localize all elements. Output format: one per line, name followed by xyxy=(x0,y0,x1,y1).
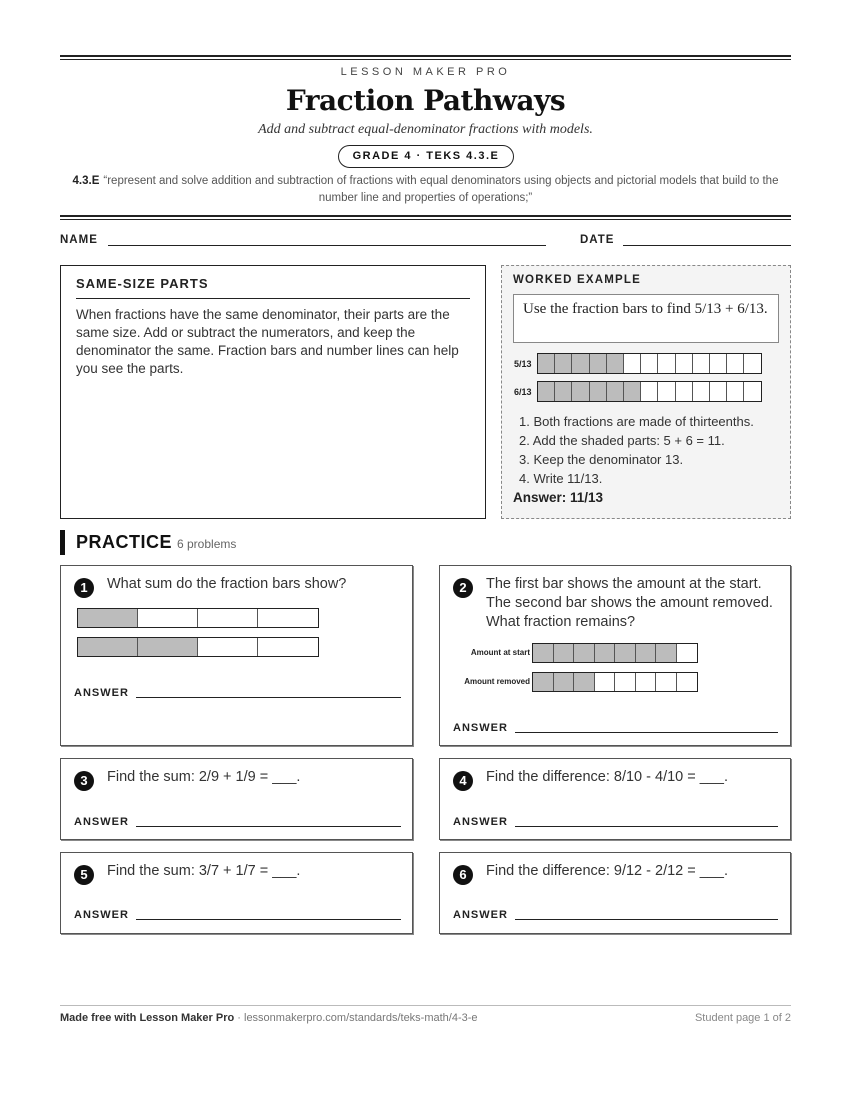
page-title: Fraction Pathways xyxy=(285,84,566,117)
problem-number-5: 5 xyxy=(74,865,94,885)
answer-label-4: ANSWER xyxy=(453,816,508,828)
shaded-bar-segment xyxy=(572,382,589,401)
empty-bar-segment xyxy=(744,382,761,401)
answer-field-6[interactable] xyxy=(515,919,778,920)
empty-bar-segment xyxy=(641,382,658,401)
problem-card-4 xyxy=(439,758,791,840)
shaded-bar-segment xyxy=(554,644,575,662)
answer-label-3: ANSWER xyxy=(74,816,129,828)
name-field[interactable] xyxy=(108,245,546,246)
empty-bar-segment xyxy=(656,673,677,691)
shaded-bar-segment xyxy=(636,644,657,662)
shaded-bar-segment xyxy=(138,638,198,656)
shaded-bar-segment xyxy=(574,644,595,662)
problem-1-fraction-bar-2 xyxy=(77,637,319,657)
answer-label-6: ANSWER xyxy=(453,909,508,921)
page-subtitle: Add and subtract equal-denominator fractions with models. xyxy=(258,122,593,137)
shaded-bar-segment xyxy=(607,382,624,401)
worked-step: 4. Write 11/13. xyxy=(519,471,603,486)
shaded-bar-segment xyxy=(656,644,677,662)
shaded-bar-segment xyxy=(538,354,555,373)
empty-bar-segment xyxy=(677,644,698,662)
shaded-bar-segment xyxy=(590,354,607,373)
problem-number-3: 3 xyxy=(74,771,94,791)
shaded-bar-segment xyxy=(590,382,607,401)
answer-field-3[interactable] xyxy=(136,826,401,827)
problem-text-1: What sum do the fraction bars show? xyxy=(107,576,347,592)
problem-2-bar-label-1: Amount at start xyxy=(470,648,530,657)
empty-bar-segment xyxy=(138,609,198,627)
worked-answer: Answer: 11/13 xyxy=(513,490,604,505)
worked-bar-label-1: 5/13 xyxy=(514,358,532,369)
problem-number-4: 4 xyxy=(453,771,473,791)
shaded-bar-segment xyxy=(78,638,138,656)
header-bottom-rule xyxy=(60,215,791,220)
problem-text-4: Find the difference: 8/10 - 4/10 = ___. xyxy=(486,769,728,785)
empty-bar-segment xyxy=(258,638,318,656)
problem-card-1 xyxy=(60,565,413,746)
answer-label-2: ANSWER xyxy=(453,722,508,734)
empty-bar-segment xyxy=(693,354,710,373)
shaded-bar-segment xyxy=(572,354,589,373)
empty-bar-segment xyxy=(744,354,761,373)
concept-title: SAME-SIZE PARTS xyxy=(76,276,470,299)
worked-example-box xyxy=(501,265,791,519)
problem-2-fraction-bar-2 xyxy=(532,672,698,692)
concept-text: When fractions have the same denominator, their parts are the same size. Add or subtract the numerators, and keep the denominator the same. Fraction bars and number lines can help you see the parts. xyxy=(76,307,459,376)
shaded-bar-segment xyxy=(574,673,595,691)
shaded-bar-segment xyxy=(78,609,138,627)
empty-bar-segment xyxy=(710,382,727,401)
standard-text: “represent and solve addition and subtraction of fractions with equal denominators using objects and pictorial models that build to the number line and properties of operations;” xyxy=(103,175,779,204)
worked-bar-row-1 xyxy=(514,353,762,374)
empty-bar-segment xyxy=(676,354,693,373)
practice-count: 6 problems xyxy=(177,537,237,551)
worked-step: 3. Keep the denominator 13. xyxy=(519,452,684,467)
worked-fraction-bar-1 xyxy=(537,353,762,374)
problem-text-5: Find the sum: 3/7 + 1/7 = ___. xyxy=(107,863,301,879)
problem-number-6: 6 xyxy=(453,865,473,885)
empty-bar-segment xyxy=(636,673,657,691)
footer-credit xyxy=(60,1012,478,1024)
empty-bar-segment xyxy=(198,609,258,627)
empty-bar-segment xyxy=(677,673,698,691)
header-top-rule xyxy=(60,55,791,60)
worksheet-page xyxy=(60,0,791,1100)
answer-label-5: ANSWER xyxy=(74,909,129,921)
footer-page-number: Student page 1 of 2 xyxy=(694,1012,791,1024)
empty-bar-segment xyxy=(658,354,675,373)
problem-2-fraction-bar-1 xyxy=(532,643,698,663)
worked-bar-label-2: 6/13 xyxy=(514,386,532,397)
problem-number-1: 1 xyxy=(74,578,94,598)
shaded-bar-segment xyxy=(615,644,636,662)
footer-url: · lessonmakerpro.com/standards/teks-math/4-3-e xyxy=(234,1012,478,1024)
practice-marker xyxy=(60,530,65,555)
empty-bar-segment xyxy=(676,382,693,401)
shaded-bar-segment xyxy=(595,644,616,662)
answer-field-2[interactable] xyxy=(515,732,778,733)
standard-statement xyxy=(60,173,791,207)
problem-1-fraction-bar-1 xyxy=(77,608,319,628)
problem-card-2 xyxy=(439,565,791,746)
worked-bar-row-2 xyxy=(514,381,762,402)
worked-example-question: Use the fraction bars to find 5/13 + 6/13. xyxy=(513,294,779,343)
date-field[interactable] xyxy=(623,245,791,246)
worked-example-title: WORKED EXAMPLE xyxy=(513,274,641,286)
concept-box xyxy=(60,265,486,519)
shaded-bar-segment xyxy=(607,354,624,373)
problem-text-3: Find the sum: 2/9 + 1/9 = ___. xyxy=(107,769,301,785)
empty-bar-segment xyxy=(727,354,744,373)
answer-field-5[interactable] xyxy=(136,919,401,920)
practice-title: PRACTICE xyxy=(76,532,173,552)
shaded-bar-segment xyxy=(555,382,572,401)
name-label: NAME xyxy=(60,234,98,246)
shaded-bar-segment xyxy=(533,673,554,691)
empty-bar-segment xyxy=(727,382,744,401)
standard-code: 4.3.E xyxy=(72,175,100,187)
problem-text-2: The first bar shows the amount at the start. The second bar shows the amount removed. What fraction remains? xyxy=(486,576,773,630)
empty-bar-segment xyxy=(258,609,318,627)
empty-bar-segment xyxy=(693,382,710,401)
worked-fraction-bar-2 xyxy=(537,381,762,402)
empty-bar-segment xyxy=(615,673,636,691)
shaded-bar-segment xyxy=(555,354,572,373)
problem-number-2: 2 xyxy=(453,578,473,598)
problem-card-5 xyxy=(60,852,413,934)
empty-bar-segment xyxy=(624,354,641,373)
empty-bar-segment xyxy=(710,354,727,373)
empty-bar-segment xyxy=(641,354,658,373)
answer-field-1[interactable] xyxy=(136,697,401,698)
problem-card-3 xyxy=(60,758,413,840)
grade-badge: GRADE 4 · TEKS 4.3.E xyxy=(338,145,514,168)
worked-steps xyxy=(519,412,754,488)
shaded-bar-segment xyxy=(554,673,575,691)
footer-made-with: Made free with Lesson Maker Pro xyxy=(60,1012,235,1024)
date-label: DATE xyxy=(580,234,615,246)
shaded-bar-segment xyxy=(533,644,554,662)
problem-2-bar-label-2: Amount removed xyxy=(464,677,530,686)
footer-rule xyxy=(60,1005,791,1006)
answer-label-1: ANSWER xyxy=(74,687,129,699)
worked-step: 2. Add the shaded parts: 5 + 6 = 11. xyxy=(519,433,725,448)
brand-name: LESSON MAKER PRO xyxy=(340,66,511,78)
problem-card-6 xyxy=(439,852,791,934)
worked-step: 1. Both fractions are made of thirteenths. xyxy=(519,414,754,429)
shaded-bar-segment xyxy=(624,382,641,401)
problem-text-6: Find the difference: 9/12 - 2/12 = ___. xyxy=(486,863,728,879)
shaded-bar-segment xyxy=(538,382,555,401)
empty-bar-segment xyxy=(658,382,675,401)
empty-bar-segment xyxy=(595,673,616,691)
empty-bar-segment xyxy=(198,638,258,656)
answer-field-4[interactable] xyxy=(515,826,778,827)
